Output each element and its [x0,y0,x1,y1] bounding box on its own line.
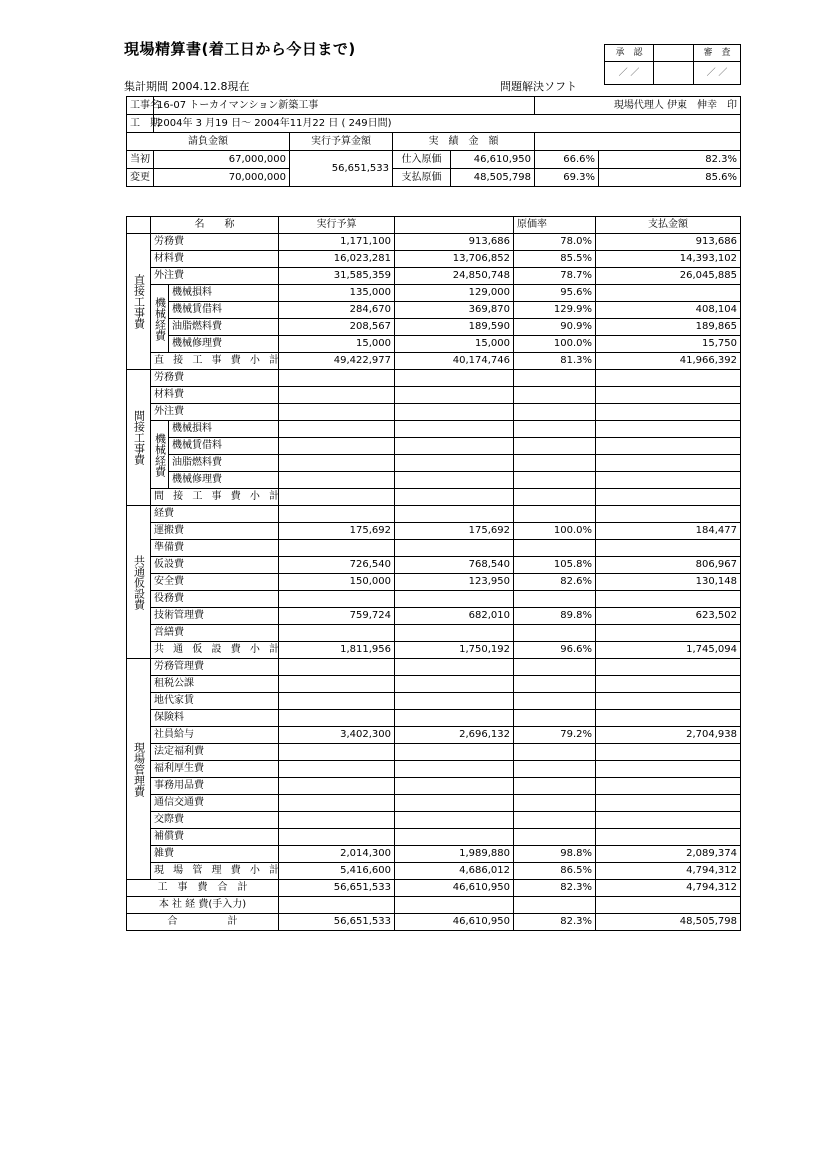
table-row [127,319,741,336]
cost-rate-value: 95.6% [514,285,596,302]
cost-rate-value [514,438,596,455]
paid-value [596,506,741,523]
table-row [127,336,741,353]
total-label: 合 計 [127,914,279,931]
actual-value [395,370,514,387]
table-row [127,506,741,523]
actual-value [395,438,514,455]
cost-rate-value [514,489,596,506]
item-name: 機械賃借料 [169,302,279,319]
item-name: 運搬費 [151,523,279,540]
table-row [127,302,741,319]
actual-value [395,897,514,914]
subtotal-label: 共 通 仮 設 費 小 計 [151,642,279,659]
budget-value [279,506,395,523]
paid-value [596,455,741,472]
budget-value: 1,171,100 [279,234,395,251]
paid-value [596,387,741,404]
purchase-cost-label: 仕入原価 [393,151,451,169]
cost-rate-value [514,421,596,438]
paid-value [596,693,741,710]
actual-value [395,540,514,557]
paid-value [596,625,741,642]
budget-value [279,710,395,727]
item-name: 通信交通費 [151,795,279,812]
cost-rate-value: 86.5% [514,863,596,880]
paid-value: 41,966,392 [596,353,741,370]
review-date: ／ ／ [694,62,741,85]
item-name: 準備費 [151,540,279,557]
item-name: 機械賃借料 [169,438,279,455]
actual-value [395,829,514,846]
table-row [127,608,741,625]
cost-rate-value [514,370,596,387]
table-row [127,727,741,744]
table-row [127,268,741,285]
table-row [127,829,741,846]
budget-value [279,404,395,421]
budget-value: 726,540 [279,557,395,574]
paid-value [596,370,741,387]
cost-rate-value: 98.8% [514,846,596,863]
payment-cost-value: 48,505,798 [451,169,535,187]
budget-value [279,693,395,710]
table-row [127,438,741,455]
actual-value: 913,686 [395,234,514,251]
cost-rate-value [514,744,596,761]
paid-value [596,778,741,795]
purchase-rate-2: 82.3% [599,151,741,169]
section-label-site: 現場管理費 [127,659,151,880]
budget-value: 2,014,300 [279,846,395,863]
project-summary-table [126,96,741,187]
col-paid: 支払金額 [596,217,741,234]
actual-value [395,506,514,523]
actual-value: 13,706,852 [395,251,514,268]
budget-value [279,438,395,455]
corner-cell [127,217,151,234]
table-row [127,693,741,710]
cost-rate-value: 79.2% [514,727,596,744]
actual-value: 40,174,746 [395,353,514,370]
cost-rate-value: 90.9% [514,319,596,336]
item-name: 雑費 [151,846,279,863]
paid-value [596,421,741,438]
cost-rate-value: 81.3% [514,353,596,370]
item-name: 保険料 [151,710,279,727]
item-name: 交際費 [151,812,279,829]
paid-value [596,744,741,761]
paid-value [596,540,741,557]
actual-value [395,421,514,438]
cost-rate-value [514,387,596,404]
budget-value [279,455,395,472]
initial-label: 当初 [127,151,154,169]
item-name: 役務費 [151,591,279,608]
budget-value [279,540,395,557]
item-name: 技術管理費 [151,608,279,625]
actual-value [395,812,514,829]
item-name: 福利厚生費 [151,761,279,778]
cost-rate-value: 100.0% [514,523,596,540]
change-value: 70,000,000 [154,169,290,187]
budget-value: 56,651,533 [279,914,395,931]
payment-cost-label: 支払原価 [393,169,451,187]
actual-amount-header: 実 績 金 額 [393,133,535,151]
actual-value: 46,610,950 [395,880,514,897]
paid-value: 184,477 [596,523,741,540]
actual-value: 369,870 [395,302,514,319]
actual-value [395,455,514,472]
budget-value [279,744,395,761]
budget-value [279,472,395,489]
item-name: 外注費 [151,404,279,421]
col-actual [395,217,514,234]
budget-value [279,387,395,404]
cost-rate-value: 105.8% [514,557,596,574]
item-name: 労務費 [151,234,279,251]
actual-value: 4,686,012 [395,863,514,880]
budget-value: 135,000 [279,285,395,302]
review-label: 審 査 [694,45,741,62]
actual-value: 1,989,880 [395,846,514,863]
approval-stamp-boxes [604,44,741,85]
item-name: 材料費 [151,387,279,404]
paid-value: 1,745,094 [596,642,741,659]
budget-value [279,591,395,608]
table-row [127,523,741,540]
cost-rate-value [514,506,596,523]
budget-value [279,761,395,778]
subtotal-label: 直 接 工 事 費 小 計 [151,353,279,370]
table-row [127,591,741,608]
stamp-blank-date [654,62,694,85]
purchase-cost-value: 46,610,950 [451,151,535,169]
item-name: 機械損料 [169,421,279,438]
project-name-label: 工事名 [127,97,154,115]
paid-value: 623,502 [596,608,741,625]
cost-rate-value [514,404,596,421]
table-row [127,659,741,676]
paid-value [596,676,741,693]
actual-value [395,676,514,693]
item-name: 安全費 [151,574,279,591]
stamp-blank [654,45,694,62]
paid-value: 15,750 [596,336,741,353]
paid-value [596,761,741,778]
approve-date: ／ ／ [605,62,654,85]
budget-value: 5,416,600 [279,863,395,880]
total-row [127,897,741,914]
item-name: 経費 [151,506,279,523]
budget-value: 284,670 [279,302,395,319]
aggregation-period: 集計期間 2004.12.8現在 [124,80,250,93]
cost-rate-value [514,693,596,710]
total-label: 本 社 経 費(手入力) [127,897,279,914]
item-name: 法定福利費 [151,744,279,761]
col-rate: 原価率 [514,217,596,234]
actual-value [395,761,514,778]
paid-value: 408,104 [596,302,741,319]
budget-value: 56,651,533 [279,880,395,897]
table-row [127,387,741,404]
change-label: 変更 [127,169,154,187]
paid-value: 26,045,885 [596,268,741,285]
item-name: 補償費 [151,829,279,846]
total-row [127,914,741,931]
paid-value: 913,686 [596,234,741,251]
cost-rate-value [514,710,596,727]
approve-label: 承 認 [605,45,654,62]
actual-value: 682,010 [395,608,514,625]
construction-period-value: 2004年 3 月19 日～ 2004年11月22 日 ( 249日間) [154,115,741,133]
section-label-common: 共通仮設費 [127,506,151,659]
table-row [127,625,741,642]
item-name: 事務用品費 [151,778,279,795]
paid-value [596,489,741,506]
budget-value: 150,000 [279,574,395,591]
budget-value [279,421,395,438]
table-row [127,404,741,421]
actual-value: 15,000 [395,336,514,353]
table-row [127,812,741,829]
table-row [127,676,741,693]
table-row [127,370,741,387]
item-name: 外注費 [151,268,279,285]
cost-rate-value: 82.3% [514,914,596,931]
paid-value: 4,794,312 [596,863,741,880]
cost-rate-value [514,778,596,795]
budget-value [279,778,395,795]
budget-value [279,625,395,642]
site-agent: 現場代理人 伊東 伸幸 印 [535,97,741,115]
actual-value: 24,850,748 [395,268,514,285]
cost-rate-value [514,676,596,693]
cost-rate-value: 100.0% [514,336,596,353]
paid-value [596,829,741,846]
cost-rate-value [514,455,596,472]
budget-amount-header: 実行予算金額 [290,133,393,151]
section-label-indirect: 間接工事費 [127,370,151,506]
cost-rate-value [514,795,596,812]
paid-value [596,285,741,302]
cost-rate-value: 129.9% [514,302,596,319]
actual-value [395,404,514,421]
budget-value: 1,811,956 [279,642,395,659]
budget-value: 759,724 [279,608,395,625]
actual-value [395,591,514,608]
item-name: 地代家賃 [151,693,279,710]
cost-rate-value: 78.7% [514,268,596,285]
table-row [127,285,741,302]
table-row [127,795,741,812]
actual-value: 768,540 [395,557,514,574]
table-row [127,761,741,778]
paid-value [596,591,741,608]
paid-value [596,795,741,812]
actual-value [395,693,514,710]
budget-value [279,489,395,506]
item-name: 機械損料 [169,285,279,302]
cost-rate-value [514,540,596,557]
cost-rate-value [514,897,596,914]
paid-value: 48,505,798 [596,914,741,931]
item-name: 油脂燃料費 [169,455,279,472]
cost-rate-value [514,659,596,676]
software-name: 問題解決ソフト [500,80,577,93]
actual-value [395,489,514,506]
item-name: 機械修理費 [169,336,279,353]
budget-value [279,795,395,812]
paid-value: 2,704,938 [596,727,741,744]
cost-rate-value: 96.6% [514,642,596,659]
table-row [127,251,741,268]
contract-amount-header: 請負金額 [127,133,290,151]
machine-expense-label: 機械経費 [151,285,169,353]
cost-rate-value [514,829,596,846]
subtotal-label: 現 場 管 理 費 小 計 [151,863,279,880]
item-name: 機械修理費 [169,472,279,489]
project-name-value: 16-07 トーカイマンション新築工事 [154,97,535,115]
actual-value [395,778,514,795]
table-row [127,540,741,557]
cost-rate-value [514,625,596,642]
table-row [127,234,741,251]
total-label: 工 事 費 合 計 [127,880,279,897]
item-name: 材料費 [151,251,279,268]
col-name: 名 称 [151,217,279,234]
cost-rate-value [514,812,596,829]
table-row [127,863,741,880]
cost-rate-value: 89.8% [514,608,596,625]
table-row [127,710,741,727]
paid-value [596,710,741,727]
item-name: 労務費 [151,370,279,387]
budget-value [279,676,395,693]
paid-value: 806,967 [596,557,741,574]
budget-value [279,897,395,914]
budget-value: 208,567 [279,319,395,336]
item-name: 油脂燃料費 [169,319,279,336]
paid-value [596,472,741,489]
budget-value: 49,422,977 [279,353,395,370]
actual-value: 2,696,132 [395,727,514,744]
budget-value [279,659,395,676]
machine-expense-label: 機械経費 [151,421,169,489]
blank-header [535,133,741,151]
page-title: 現場精算書(着工日から今日まで) [124,40,356,58]
paid-value: 4,794,312 [596,880,741,897]
item-name: 労務管理費 [151,659,279,676]
cost-breakdown-table [126,216,741,931]
total-row [127,880,741,897]
cost-rate-value [514,761,596,778]
actual-value: 1,750,192 [395,642,514,659]
actual-value [395,472,514,489]
table-row [127,489,741,506]
construction-period-label: 工 期 [127,115,154,133]
cost-rate-value: 78.0% [514,234,596,251]
paid-value [596,438,741,455]
paid-value [596,404,741,421]
paid-value: 14,393,102 [596,251,741,268]
payment-rate-1: 69.3% [535,169,599,187]
actual-value [395,744,514,761]
item-name: 営繕費 [151,625,279,642]
budget-value [279,812,395,829]
col-budget: 実行予算 [279,217,395,234]
item-name: 租税公課 [151,676,279,693]
actual-value: 129,000 [395,285,514,302]
table-row [127,353,741,370]
initial-value: 67,000,000 [154,151,290,169]
budget-value [279,370,395,387]
cost-rate-value: 82.6% [514,574,596,591]
budget-value: 16,023,281 [279,251,395,268]
table-row [127,846,741,863]
table-row [127,455,741,472]
item-name: 社員給与 [151,727,279,744]
paid-value: 189,865 [596,319,741,336]
cost-rate-value: 82.3% [514,880,596,897]
cost-rate-value [514,591,596,608]
budget-amount-value: 56,651,533 [290,151,393,187]
actual-value [395,659,514,676]
paid-value [596,659,741,676]
actual-value [395,625,514,642]
table-row [127,642,741,659]
cost-rate-value [514,472,596,489]
table-row [127,472,741,489]
table-row [127,778,741,795]
budget-value: 3,402,300 [279,727,395,744]
table-row [127,557,741,574]
paid-value: 130,148 [596,574,741,591]
budget-value: 15,000 [279,336,395,353]
table-row [127,421,741,438]
table-row [127,744,741,761]
actual-value [395,710,514,727]
cost-rate-value: 85.5% [514,251,596,268]
purchase-rate-1: 66.6% [535,151,599,169]
item-name: 仮設費 [151,557,279,574]
subtotal-label: 間 接 工 事 費 小 計 [151,489,279,506]
paid-value [596,897,741,914]
paid-value [596,812,741,829]
paid-value: 2,089,374 [596,846,741,863]
table-row [127,574,741,591]
budget-value: 31,585,359 [279,268,395,285]
actual-value: 189,590 [395,319,514,336]
budget-value: 175,692 [279,523,395,540]
budget-value [279,829,395,846]
actual-value: 123,950 [395,574,514,591]
actual-value [395,795,514,812]
actual-value [395,387,514,404]
payment-rate-2: 85.6% [599,169,741,187]
actual-value: 175,692 [395,523,514,540]
actual-value: 46,610,950 [395,914,514,931]
section-label-direct: 直接工事費 [127,234,151,370]
